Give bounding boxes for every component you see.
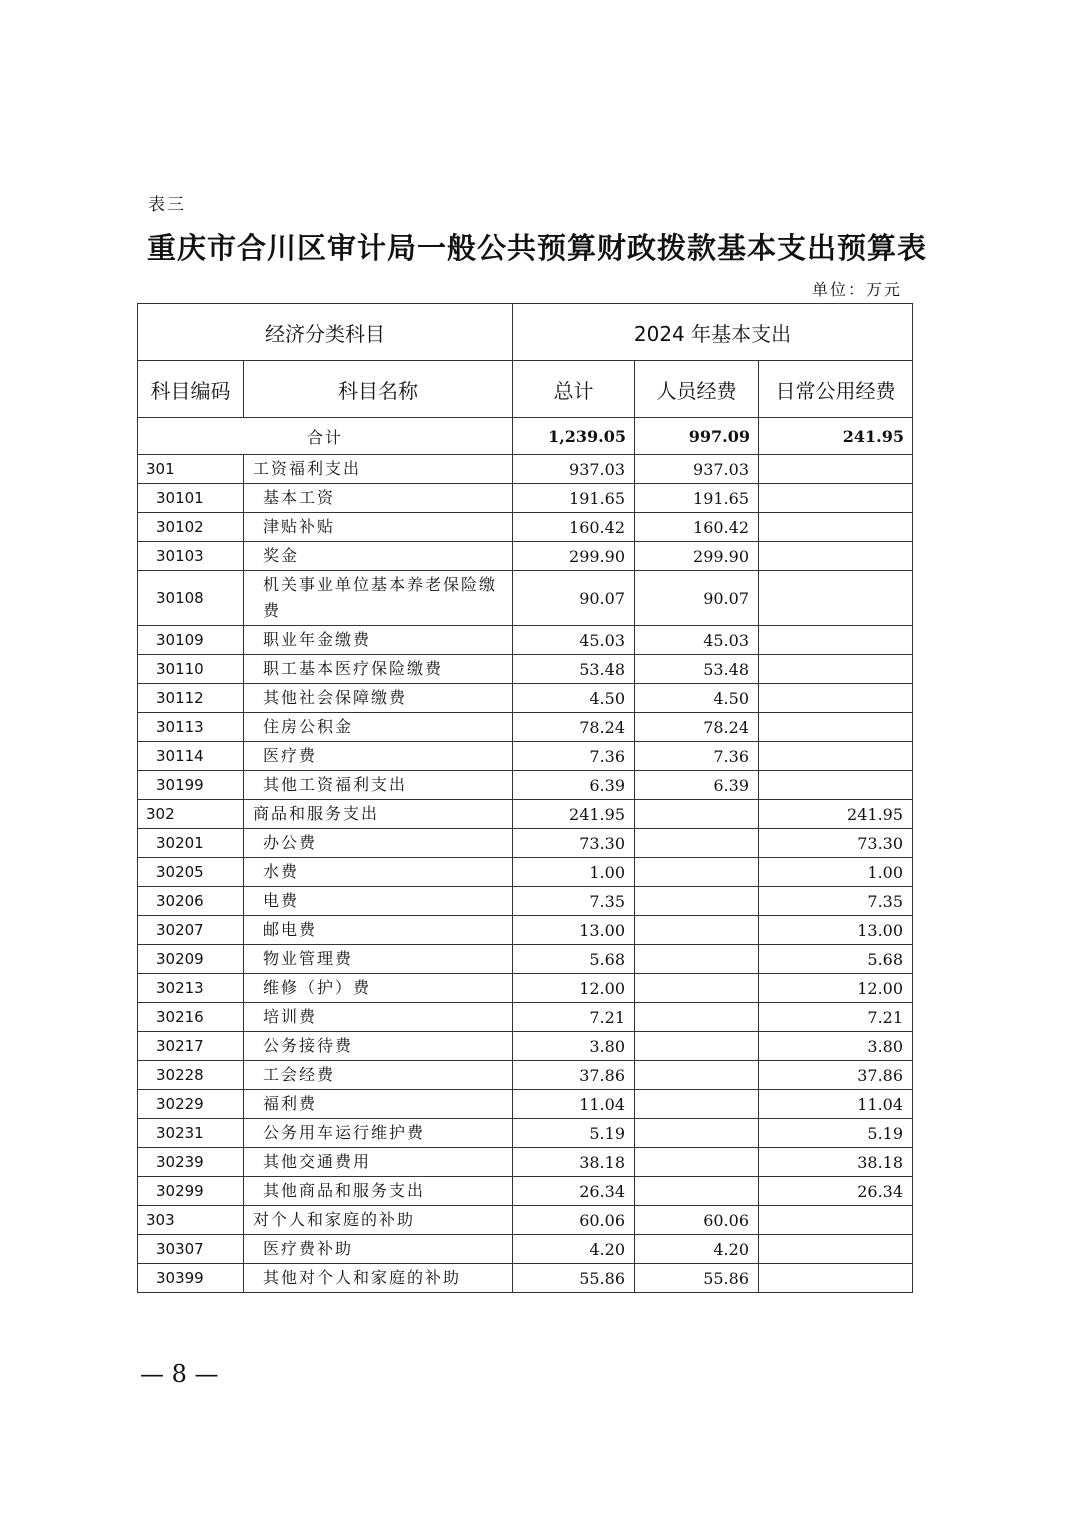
row-public: 5.19 bbox=[759, 1119, 913, 1148]
header-code: 科目编码 bbox=[138, 361, 244, 418]
row-code: 30231 bbox=[138, 1119, 244, 1148]
row-name: 物业管理费 bbox=[244, 945, 513, 974]
row-total: 37.86 bbox=[513, 1061, 635, 1090]
row-total: 55.86 bbox=[513, 1264, 635, 1293]
row-personnel bbox=[635, 974, 759, 1003]
row-personnel bbox=[635, 858, 759, 887]
page-title: 重庆市合川区审计局一般公共预算财政拨款基本支出预算表 bbox=[146, 231, 927, 265]
table-row bbox=[138, 1177, 913, 1206]
row-name: 奖金 bbox=[244, 542, 513, 571]
table-row bbox=[138, 713, 913, 742]
row-public: 1.00 bbox=[759, 858, 913, 887]
row-total: 11.04 bbox=[513, 1090, 635, 1119]
row-public: 26.34 bbox=[759, 1177, 913, 1206]
row-public bbox=[759, 1235, 913, 1264]
row-name: 公务用车运行维护费 bbox=[244, 1119, 513, 1148]
row-public: 13.00 bbox=[759, 916, 913, 945]
row-total: 5.68 bbox=[513, 945, 635, 974]
row-total: 13.00 bbox=[513, 916, 635, 945]
row-personnel bbox=[635, 800, 759, 829]
row-code: 30206 bbox=[138, 887, 244, 916]
row-personnel: 4.20 bbox=[635, 1235, 759, 1264]
row-name: 办公费 bbox=[244, 829, 513, 858]
row-personnel: 60.06 bbox=[635, 1206, 759, 1235]
row-personnel bbox=[635, 1090, 759, 1119]
header-personnel: 人员经费 bbox=[635, 361, 759, 418]
row-code: 301 bbox=[138, 455, 244, 484]
row-name: 职工基本医疗保险缴费 bbox=[244, 655, 513, 684]
row-public bbox=[759, 484, 913, 513]
row-total: 73.30 bbox=[513, 829, 635, 858]
row-public: 5.68 bbox=[759, 945, 913, 974]
row-name: 维修（护）费 bbox=[244, 974, 513, 1003]
row-public bbox=[759, 571, 913, 626]
row-code: 30110 bbox=[138, 655, 244, 684]
row-code: 30114 bbox=[138, 742, 244, 771]
row-total: 45.03 bbox=[513, 626, 635, 655]
row-total: 6.39 bbox=[513, 771, 635, 800]
row-name: 公务接待费 bbox=[244, 1032, 513, 1061]
table-row bbox=[138, 1206, 913, 1235]
row-name: 其他交通费用 bbox=[244, 1148, 513, 1177]
table-row bbox=[138, 1003, 913, 1032]
row-personnel bbox=[635, 1148, 759, 1177]
row-name: 职业年金缴费 bbox=[244, 626, 513, 655]
table-row bbox=[138, 1264, 913, 1293]
row-name: 商品和服务支出 bbox=[244, 800, 513, 829]
budget-table bbox=[137, 303, 913, 1293]
row-public: 38.18 bbox=[759, 1148, 913, 1177]
row-personnel bbox=[635, 1061, 759, 1090]
row-name: 津贴补贴 bbox=[244, 513, 513, 542]
row-public: 7.21 bbox=[759, 1003, 913, 1032]
table-row bbox=[138, 1235, 913, 1264]
row-public bbox=[759, 1264, 913, 1293]
table-row bbox=[138, 800, 913, 829]
header-row-group bbox=[138, 304, 913, 361]
table-row bbox=[138, 542, 913, 571]
row-personnel bbox=[635, 1003, 759, 1032]
row-name: 医疗费补助 bbox=[244, 1235, 513, 1264]
row-personnel bbox=[635, 829, 759, 858]
row-code: 30228 bbox=[138, 1061, 244, 1090]
table-row bbox=[138, 484, 913, 513]
row-public bbox=[759, 513, 913, 542]
row-name: 电费 bbox=[244, 887, 513, 916]
row-personnel bbox=[635, 1177, 759, 1206]
total-row bbox=[138, 418, 913, 455]
row-name: 住房公积金 bbox=[244, 713, 513, 742]
table-row bbox=[138, 916, 913, 945]
row-total: 12.00 bbox=[513, 974, 635, 1003]
row-total: 7.21 bbox=[513, 1003, 635, 1032]
table-row bbox=[138, 1032, 913, 1061]
row-personnel: 7.36 bbox=[635, 742, 759, 771]
row-public: 12.00 bbox=[759, 974, 913, 1003]
header-economic-category: 经济分类科目 bbox=[138, 304, 513, 361]
row-name: 邮电费 bbox=[244, 916, 513, 945]
table-row bbox=[138, 858, 913, 887]
row-code: 30207 bbox=[138, 916, 244, 945]
row-total: 7.35 bbox=[513, 887, 635, 916]
total-sum: 1,239.05 bbox=[513, 418, 635, 455]
row-total: 4.50 bbox=[513, 684, 635, 713]
row-public bbox=[759, 655, 913, 684]
row-total: 191.65 bbox=[513, 484, 635, 513]
table-row bbox=[138, 655, 913, 684]
row-code: 30108 bbox=[138, 571, 244, 626]
row-total: 53.48 bbox=[513, 655, 635, 684]
row-personnel: 45.03 bbox=[635, 626, 759, 655]
row-personnel: 4.50 bbox=[635, 684, 759, 713]
page-number: — 8 — bbox=[140, 1360, 219, 1388]
row-personnel: 937.03 bbox=[635, 455, 759, 484]
row-total: 160.42 bbox=[513, 513, 635, 542]
table-row bbox=[138, 829, 913, 858]
table-row bbox=[138, 1148, 913, 1177]
row-public bbox=[759, 742, 913, 771]
row-code: 30299 bbox=[138, 1177, 244, 1206]
row-public bbox=[759, 626, 913, 655]
row-public bbox=[759, 1206, 913, 1235]
row-public: 11.04 bbox=[759, 1090, 913, 1119]
row-personnel: 90.07 bbox=[635, 571, 759, 626]
total-personnel: 997.09 bbox=[635, 418, 759, 455]
row-public bbox=[759, 771, 913, 800]
row-personnel bbox=[635, 887, 759, 916]
row-code: 30112 bbox=[138, 684, 244, 713]
row-name: 水费 bbox=[244, 858, 513, 887]
table-row bbox=[138, 771, 913, 800]
row-public: 3.80 bbox=[759, 1032, 913, 1061]
row-total: 299.90 bbox=[513, 542, 635, 571]
row-public bbox=[759, 455, 913, 484]
table-row bbox=[138, 455, 913, 484]
row-personnel: 299.90 bbox=[635, 542, 759, 571]
row-name: 其他对个人和家庭的补助 bbox=[244, 1264, 513, 1293]
row-public bbox=[759, 542, 913, 571]
row-total: 38.18 bbox=[513, 1148, 635, 1177]
row-total: 4.20 bbox=[513, 1235, 635, 1264]
header-row-columns bbox=[138, 361, 913, 418]
row-total: 7.36 bbox=[513, 742, 635, 771]
header-public: 日常公用经费 bbox=[759, 361, 913, 418]
row-code: 30199 bbox=[138, 771, 244, 800]
row-total: 78.24 bbox=[513, 713, 635, 742]
total-public: 241.95 bbox=[759, 418, 913, 455]
table-label: 表三 bbox=[148, 195, 186, 215]
table-row bbox=[138, 684, 913, 713]
row-code: 30229 bbox=[138, 1090, 244, 1119]
row-code: 30101 bbox=[138, 484, 244, 513]
row-name: 工会经费 bbox=[244, 1061, 513, 1090]
row-public: 241.95 bbox=[759, 800, 913, 829]
row-total: 1.00 bbox=[513, 858, 635, 887]
header-total: 总计 bbox=[513, 361, 635, 418]
row-code: 30216 bbox=[138, 1003, 244, 1032]
row-personnel bbox=[635, 1032, 759, 1061]
row-personnel bbox=[635, 945, 759, 974]
table-row bbox=[138, 571, 913, 626]
table-row bbox=[138, 887, 913, 916]
table-row bbox=[138, 742, 913, 771]
row-code: 30113 bbox=[138, 713, 244, 742]
row-code: 30102 bbox=[138, 513, 244, 542]
row-total: 5.19 bbox=[513, 1119, 635, 1148]
header-name: 科目名称 bbox=[244, 361, 513, 418]
row-code: 30239 bbox=[138, 1148, 244, 1177]
row-name: 福利费 bbox=[244, 1090, 513, 1119]
row-name: 其他工资福利支出 bbox=[244, 771, 513, 800]
table-row bbox=[138, 945, 913, 974]
row-personnel: 78.24 bbox=[635, 713, 759, 742]
table-row bbox=[138, 1061, 913, 1090]
unit-label: 单位：万元 bbox=[811, 280, 902, 299]
row-name: 其他社会保障缴费 bbox=[244, 684, 513, 713]
row-name: 医疗费 bbox=[244, 742, 513, 771]
row-personnel: 53.48 bbox=[635, 655, 759, 684]
row-code: 30217 bbox=[138, 1032, 244, 1061]
row-name: 其他商品和服务支出 bbox=[244, 1177, 513, 1206]
header-basic-expenditure: 2024 年基本支出 bbox=[513, 304, 913, 361]
row-personnel: 6.39 bbox=[635, 771, 759, 800]
table-row bbox=[138, 626, 913, 655]
row-total: 937.03 bbox=[513, 455, 635, 484]
row-total: 90.07 bbox=[513, 571, 635, 626]
row-public: 37.86 bbox=[759, 1061, 913, 1090]
row-name: 基本工资 bbox=[244, 484, 513, 513]
row-code: 30109 bbox=[138, 626, 244, 655]
table-row bbox=[138, 1119, 913, 1148]
row-code: 30205 bbox=[138, 858, 244, 887]
row-code: 30213 bbox=[138, 974, 244, 1003]
table-row bbox=[138, 513, 913, 542]
row-personnel: 160.42 bbox=[635, 513, 759, 542]
row-public: 7.35 bbox=[759, 887, 913, 916]
row-total: 26.34 bbox=[513, 1177, 635, 1206]
row-code: 30399 bbox=[138, 1264, 244, 1293]
row-name: 工资福利支出 bbox=[244, 455, 513, 484]
row-code: 302 bbox=[138, 800, 244, 829]
row-code: 30209 bbox=[138, 945, 244, 974]
row-name: 机关事业单位基本养老保险缴费 bbox=[244, 571, 513, 626]
row-name: 培训费 bbox=[244, 1003, 513, 1032]
table-row bbox=[138, 974, 913, 1003]
row-public bbox=[759, 713, 913, 742]
row-public: 73.30 bbox=[759, 829, 913, 858]
row-name: 对个人和家庭的补助 bbox=[244, 1206, 513, 1235]
row-personnel: 55.86 bbox=[635, 1264, 759, 1293]
row-code: 30103 bbox=[138, 542, 244, 571]
row-code: 30307 bbox=[138, 1235, 244, 1264]
row-code: 303 bbox=[138, 1206, 244, 1235]
row-personnel bbox=[635, 1119, 759, 1148]
row-total: 60.06 bbox=[513, 1206, 635, 1235]
row-public bbox=[759, 684, 913, 713]
total-label: 合计 bbox=[138, 418, 513, 455]
row-total: 3.80 bbox=[513, 1032, 635, 1061]
row-code: 30201 bbox=[138, 829, 244, 858]
row-total: 241.95 bbox=[513, 800, 635, 829]
row-personnel: 191.65 bbox=[635, 484, 759, 513]
row-personnel bbox=[635, 916, 759, 945]
table-row bbox=[138, 1090, 913, 1119]
